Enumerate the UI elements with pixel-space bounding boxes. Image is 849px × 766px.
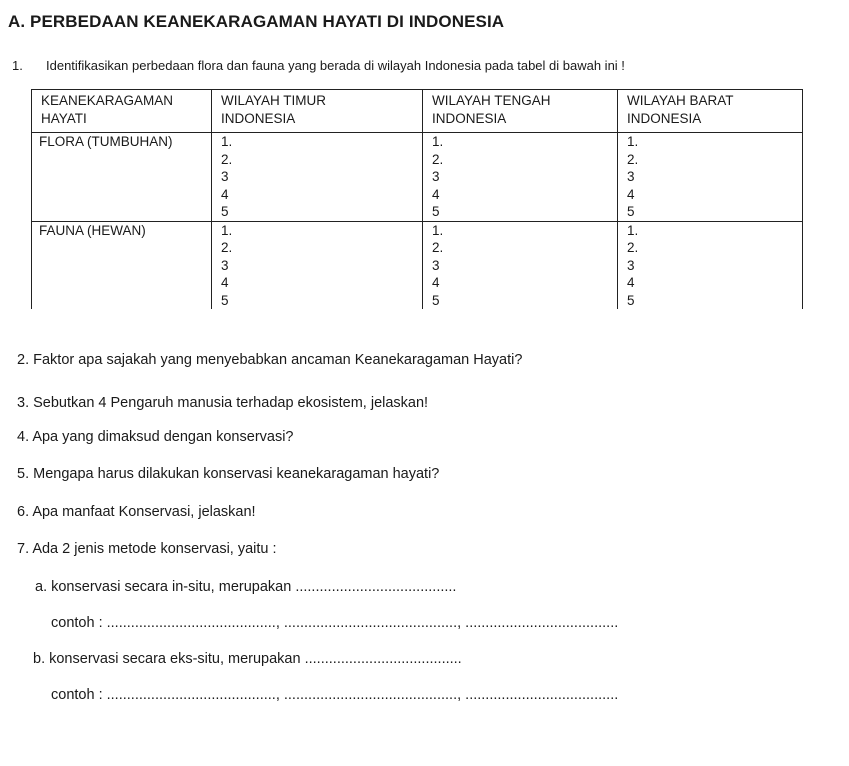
question-3: 3. Sebutkan 4 Pengaruh manusia terhadap ekosistem, jelaskan! [17,395,429,411]
flora-barat-cell [618,133,803,222]
list-item: 4 [627,275,635,290]
list-item: 1. [432,222,444,238]
page-title: A. PERBEDAAN KEANEKARAGAMAN HAYATI DI INDONESIA [8,12,505,31]
list-item: 1. [221,222,233,238]
list-item: 3 [627,169,635,184]
list-item: 4 [432,186,440,202]
list-item: 5 [221,292,229,308]
table-header-row [32,90,803,133]
question-6: 6. Apa manfaat Konservasi, jelaskan! [17,504,256,520]
list-item: 3 [432,257,440,273]
list-item: 2. [432,151,444,167]
list-item: 4 [221,186,229,202]
question-4: 4. Apa yang dimaksud dengan konservasi? [17,429,294,445]
header-line: WILAYAH TENGAH [432,93,551,108]
list-item: 3 [432,169,440,184]
list-item: 1. [627,222,639,238]
biodiversity-table [31,89,803,309]
flora-tengah-cell [423,133,618,222]
list-item: 4 [221,275,229,290]
list-item: 5 [432,292,440,308]
header-line: WILAYAH BARAT [627,93,734,108]
list-item: 2. [432,240,444,255]
question-2: 2. Faktor apa sajakah yang menyebabkan ancaman Keanekaragaman Hayati? [17,352,523,368]
list-item: 5 [432,204,440,219]
header-line: WILAYAH TIMUR [221,93,327,108]
q7-part-b-example: contoh : .........................................., ..........................................., ...................................... [51,687,619,703]
header-line: KEANEKARAGAMAN [41,93,174,108]
list-item: 1. [432,134,444,149]
fauna-tengah-cell [423,221,618,309]
list-item: 3 [627,257,635,273]
fauna-timur-cell [212,221,423,309]
header-line: INDONESIA [432,110,507,126]
list-item: 5 [221,204,229,219]
list-item: 3 [221,257,229,273]
list-item: 2. [221,240,233,255]
header-barat [618,90,803,133]
list-item: 2. [627,151,639,167]
header-timur [212,90,423,133]
q7-part-a-example: contoh : .........................................., ..........................................., ...................................... [51,615,619,631]
list-item: 5 [627,292,635,308]
header-line: INDONESIA [627,110,702,126]
list-item: 2. [627,240,639,255]
row-label-flora: FLORA (TUMBUHAN) [32,133,212,222]
header-line: HAYATI [41,110,87,126]
table-row-flora [32,133,803,222]
q7-part-b: b. konservasi secara eks-situ, merupakan ....................................... [33,651,462,667]
list-item: 5 [627,204,635,219]
question-1-text: Identifikasikan perbedaan flora dan fauna yang berada di wilayah Indonesia pada tabel di bawah ini ! [46,58,625,73]
list-item: 2. [221,151,233,167]
header-keanekaragaman [32,90,212,133]
question-1 [12,58,625,73]
question-1-number: 1. [12,58,23,73]
flora-timur-cell [212,133,423,222]
question-7: 7. Ada 2 jenis metode konservasi, yaitu : [17,541,277,557]
question-5: 5. Mengapa harus dilakukan konservasi keanekaragaman hayati? [17,466,440,482]
q7-part-a: a. konservasi secara in-situ, merupakan ........................................ [35,579,457,595]
list-item: 4 [432,275,440,290]
table-row-fauna [32,221,803,309]
list-item: 4 [627,186,635,202]
header-tengah [423,90,618,133]
fauna-barat-cell [618,221,803,309]
list-item: 3 [221,169,229,184]
row-label-fauna: FAUNA (HEWAN) [32,221,212,309]
list-item: 1. [627,134,639,149]
list-item: 1. [221,134,233,149]
header-line: INDONESIA [221,110,296,126]
